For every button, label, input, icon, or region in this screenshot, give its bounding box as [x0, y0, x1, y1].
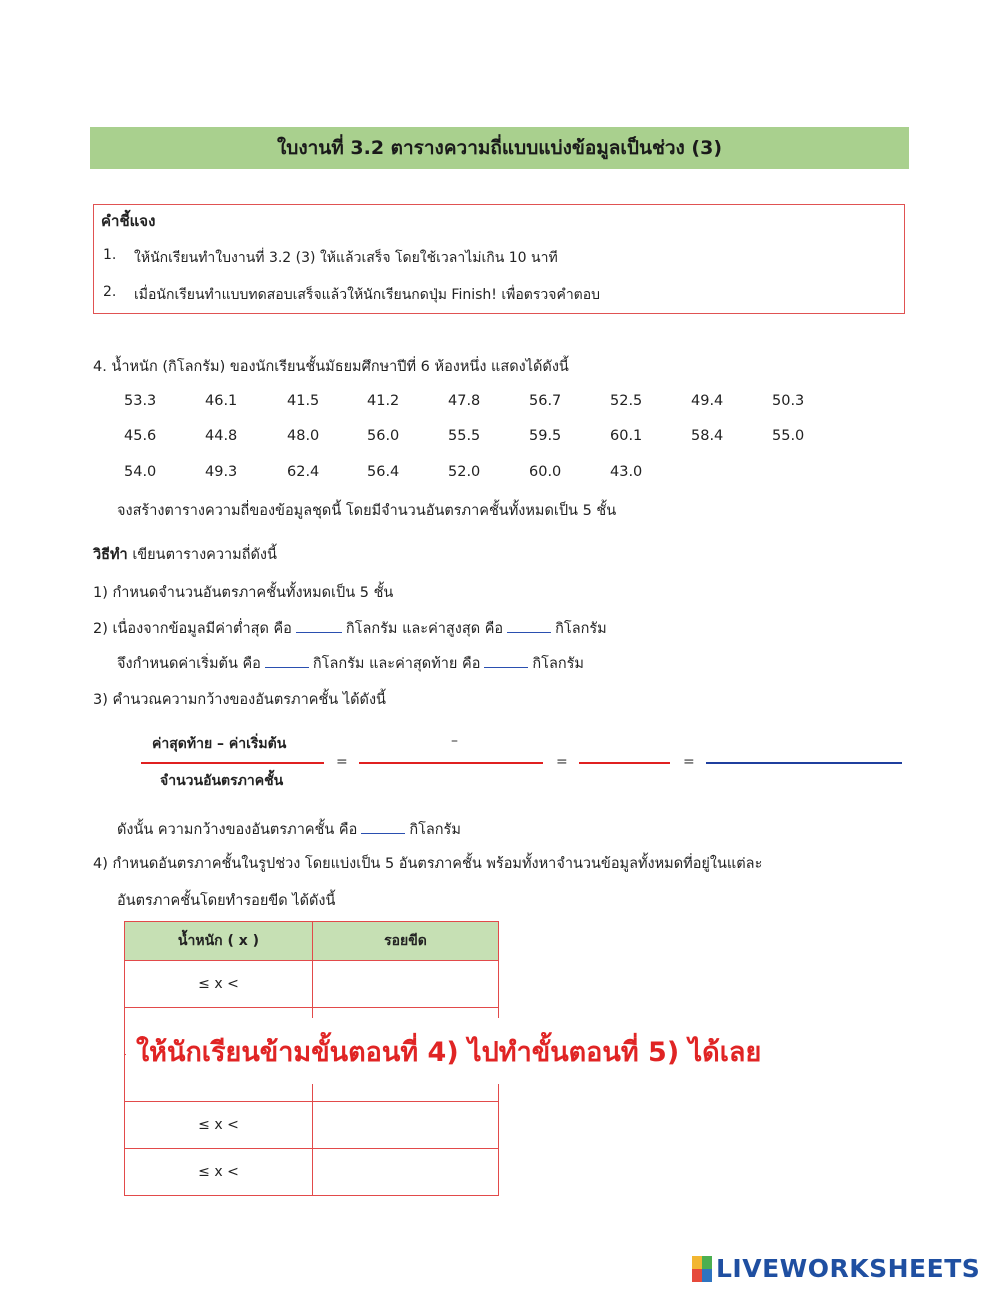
fraction-numerator: ค่าสุดท้าย – ค่าเริ่มต้น	[152, 736, 287, 752]
step-2-unit-2: กิโลกรัม	[532, 656, 584, 672]
data-value: 58.4	[691, 428, 724, 444]
minus-sign: –	[451, 733, 458, 749]
tally-cell[interactable]	[313, 1149, 499, 1196]
step-2-line-2	[117, 652, 584, 675]
logo-text: LIVEWORKSHEETS	[716, 1254, 981, 1283]
table-row	[125, 1149, 499, 1196]
data-value: 46.1	[205, 393, 238, 409]
data-value: 53.3	[124, 393, 157, 409]
step-2-line-1	[93, 617, 607, 640]
header-weight: น้ำหนัก ( x )	[125, 922, 313, 961]
method-label: วิธีทำ	[93, 547, 128, 563]
data-value: 56.0	[367, 428, 400, 444]
tally-cell[interactable]	[313, 1102, 499, 1149]
interval-cell[interactable]: ≤ x <	[125, 1102, 313, 1149]
width-answer-field[interactable]	[706, 762, 902, 764]
table-row	[125, 1102, 499, 1149]
step-4-line-2: อันตรภาคชั้นโดยทำรอยขีด ได้ดังนี้	[117, 893, 336, 909]
question-task: จงสร้างตารางความถี่ของข้อมูลชุดนี้ โดยมีจำนวนอันตรภาคชั้นทั้งหมดเป็น 5 ชั้น	[117, 503, 617, 519]
data-value: 60.0	[529, 464, 562, 480]
instruction-number-1: 1.	[103, 247, 117, 263]
step-2-min-label: 2) เนื่องจากข้อมูลมีค่าต่ำสุด คือ	[93, 621, 292, 637]
step-2-max-label: กิโลกรัม และค่าสูงสุด คือ	[345, 621, 504, 637]
data-value: 55.5	[448, 428, 481, 444]
data-value: 47.8	[448, 393, 481, 409]
instruction-number-2: 2.	[103, 284, 117, 300]
step-4-line-1: 4) กำหนดอันตรภาคชั้นในรูปช่วง โดยแบ่งเป็น 5 อันตรภาคชั้น พร้อมทั้งหาจำนวนข้อมูลทั้งหมดที่อยู่ในแต่ละ	[93, 856, 763, 872]
logo-square-2	[702, 1256, 712, 1269]
logo-icon	[692, 1256, 712, 1282]
method-line	[93, 543, 277, 566]
skip-step-note: ให้นักเรียนข้ามขั้นตอนที่ 4) ไปทำขั้นตอนที่ 5) ได้เลย	[126, 1018, 806, 1084]
step-1: 1) กำหนดจำนวนอันตรภาคชั้นทั้งหมดเป็น 5 ชั้น	[93, 585, 394, 601]
table-row	[125, 961, 499, 1008]
width-label: ดังนั้น ความกว้างของอันตรภาคชั้น คือ	[117, 822, 358, 838]
end-value-label: กิโลกรัม และค่าสุดท้าย คือ	[312, 656, 481, 672]
start-value-field[interactable]	[265, 653, 309, 668]
data-value: 56.4	[367, 464, 400, 480]
data-value: 43.0	[610, 464, 643, 480]
logo-square-1	[692, 1256, 702, 1269]
start-value-label: จึงกำหนดค่าเริ่มต้น คือ	[117, 656, 261, 672]
equals-sign-1: =	[336, 754, 348, 770]
equals-sign-2: =	[556, 754, 568, 770]
data-value: 56.7	[529, 393, 562, 409]
data-value: 45.6	[124, 428, 157, 444]
fraction-bar	[141, 762, 324, 764]
interval-cell[interactable]: ≤ x <	[125, 961, 313, 1008]
question-prompt: 4. น้ำหนัก (กิโลกรัม) ของนักเรียนชั้นมัธยมศึกษาปีที่ 6 ห้องหนึ่ง แสดงได้ดังนี้	[93, 359, 569, 375]
data-value: 48.0	[287, 428, 320, 444]
liveworksheets-logo	[692, 1254, 980, 1283]
data-value: 49.4	[691, 393, 724, 409]
tally-cell[interactable]	[313, 961, 499, 1008]
interval-cell[interactable]: ≤ x <	[125, 1149, 313, 1196]
header-tally: รอยขีด	[313, 922, 499, 961]
data-value: 55.0	[772, 428, 805, 444]
data-value: 59.5	[529, 428, 562, 444]
equals-sign-3: =	[683, 754, 695, 770]
fraction-denominator: จำนวนอันตรภาคชั้น	[160, 773, 284, 789]
instructions-heading: คำชี้แจง	[101, 212, 156, 230]
quotient-fraction-bar[interactable]	[579, 762, 670, 764]
data-value: 50.3	[772, 393, 805, 409]
subtraction-fraction-bar[interactable]	[359, 762, 543, 764]
method-intro: เขียนตารางความถี่ดังนี้	[132, 547, 277, 563]
step-2-unit: กิโลกรัม	[555, 621, 607, 637]
end-value-field[interactable]	[484, 653, 528, 668]
data-value: 41.2	[367, 393, 400, 409]
worksheet-title: ใบงานที่ 3.2 ตารางความถี่แบบแบ่งข้อมูลเป็นช่วง (3)	[90, 127, 909, 169]
class-width-field[interactable]	[361, 819, 405, 834]
data-value: 44.8	[205, 428, 238, 444]
data-value: 62.4	[287, 464, 320, 480]
logo-square-4	[702, 1269, 712, 1282]
data-value: 52.0	[448, 464, 481, 480]
data-value: 41.5	[287, 393, 320, 409]
max-value-field[interactable]	[507, 618, 551, 633]
instruction-text-1: ให้นักเรียนทำใบงานที่ 3.2 (3) ให้แล้วเสร็จ โดยใช้เวลาไม่เกิน 10 นาที	[134, 250, 558, 266]
width-result-line	[117, 818, 461, 841]
width-unit: กิโลกรัม	[409, 822, 461, 838]
data-value: 52.5	[610, 393, 643, 409]
step-3: 3) คำนวณความกว้างของอันตรภาคชั้น ได้ดังนี้	[93, 692, 386, 708]
min-value-field[interactable]	[296, 618, 342, 633]
logo-square-3	[692, 1269, 702, 1282]
data-value: 49.3	[205, 464, 238, 480]
data-value: 60.1	[610, 428, 643, 444]
data-value: 54.0	[124, 464, 157, 480]
instruction-text-2: เมื่อนักเรียนทำแบบทดสอบเสร็จแล้วให้นักเรียนกดปุ่ม Finish! เพื่อตรวจคำตอบ	[134, 287, 601, 303]
